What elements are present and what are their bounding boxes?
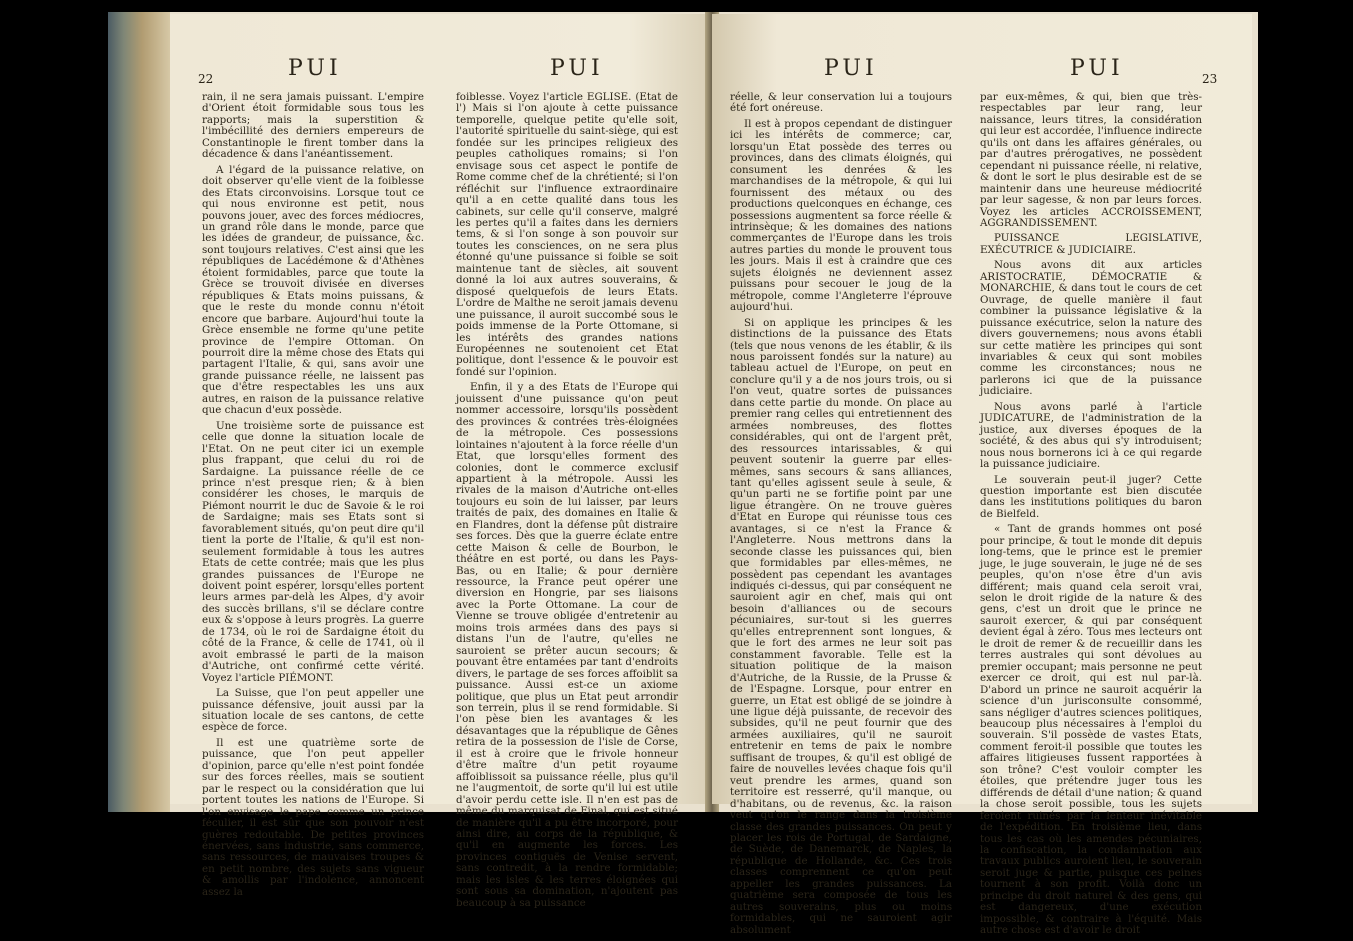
paragraph: Le souverain peut-il juger? Cette question importante est bien discutée dans les institutions politiques du baron de Bielfeld. (980, 473, 1202, 520)
running-head: PUI (1070, 56, 1124, 81)
text-column-1 (202, 92, 424, 902)
paragraph: Nous avons parlé à l'article JUDICATURE, de l'administration de la justice, aux diverses époques de la société, & des abus qui s'y introduisent; nous nous bornerons ici à ce qui regarde la puissance judiciaire. (980, 400, 1202, 471)
quotation: « Tant de grands hommes ont posé pour principe, & tout le monde dit depuis long-tems, que le prince est le premier juge, le juge souverain, le juge né de ses peuples, qu'on n'ose être d'un avis différent; mais quand cela seroit vrai, selon le droit rigide de la nature & des gens, c'est un droit que le prince ne sauroit exercer, & qui par conséquent devient égal à zéro. Tous mes lecteurs ont le droit de remer & de recueillir dans les terres australes qui sont dévolues au premier occupant; mais personne ne peut exercer ce droit, qui est nul par-là. D'abord un prince ne sauroit acquérir la science d'un jurisconsulte consommé, sans négliger d'autres sciences politiques, beaucoup plus nécessaires à l'emploi du souverain. S'il possède de vastes Etats, comment feroit-il possible que toutes les affaires litigieuses fussent rapportées à son trône? C'est vouloir compter les étoiles, que prétendre juger tous les différends de détail d'une nation; & quand la chose seroit possible, tous les sujets feroient ruinés par la lenteur inévitable de l'expédition. En troisième lieu, dans tous les cas où les amendes pécuniaires, la confiscation, la condamnation aux travaux publics auroient lieu, le souverain seroit juge & partie, puisque ces peines tournent à son profit. Voilà donc un principe du droit naturel & des gens, qui est dangereux, d'une exécution impossible, & contraire à l'équité. Mais autre chose est d'avoir le droit (980, 523, 1202, 937)
text-column-1 (730, 92, 952, 940)
paragraph: foiblesse. Voyez l'article EGLISE. (Etat de l') Mais si l'on ajoute à cette puissance temporelle, quelque petite qu'elle soit, l'autorité spirituelle du saint-siège, qui est fondée sur les principes religieux des peuples catholiques romains; si l'on envisage sous cet aspect le pontife de Rome comme chef de la chrétienté; si l'on réfléchit sur l'influence extraordinaire qu'il a en cette qualité dans tous les cabinets, sur celle qu'il conserve, malgré les pertes qu'il a faites dans les derniers tems, & si l'on songe à son pouvoir sur toutes les consciences, on ne sera plus étonné qu'une puissance si foible se soit maintenue tant de siècles, ait souvent donné la loi aux autres souverains, & disposé quelquefois de leurs Etats. L'ordre de Malthe ne seroit jamais devenu une puissance, il auroit succombé sous le poids immense de la Porte Ottomane, si les intérêts des grandes nations Européennes ne soutenoient cet Etat politique, dont l'essence & le pouvoir est fondé sur l'opinion. (456, 91, 678, 378)
paragraph: réelle, & leur conservation lui a toujours été fort onéreuse. (730, 91, 952, 115)
running-head: PUI (288, 56, 342, 81)
text-column-2 (980, 92, 1202, 941)
paragraph: Si on applique les principes & les distinctions de la puissance des Etats (tels que nous venons de les établir, & ils nous paroissent fondés sur la nature) au tableau actuel de l'Europe, on peut en conclure qu'il y a de nos jours trois, ou si l'on veut, quatre sortes de puissances dans cette partie du monde. On place au premier rang celles qui entretiennent des armées nombreuses, des flottes considérables, qui ont de l'argent prêt, des ressources intarissables, & qui peuvent soutenir la guerre par elles-mêmes, sans secours & sans alliances, tant qu'elles agissent seule à seule, & qu'un parti ne se fortifie point par une ligue étrangère. On ne trouve guères d'Etat en Europe qui réunisse tous ces avantages, si ce n'est la France & l'Angleterre. Nous mettrons dans la seconde classe les puissances qui, bien que formidables par elles-mêmes, ne possèdent pas cependant les avantages indiqués ci-dessus, qui par conséquent ne sauroient agir en chef, mais qui ont besoin d'alliances ou de secours pécuniaires, sur-tout si les guerres qu'elles entreprennent sont longues, & que le fort des armes ne leur soit pas constamment favorable. Telle est la situation politique de la maison d'Autriche, de la Russie, de la Prusse & de l'Espagne. Lorsque, pour entrer en guerre, un Etat est obligé de se joindre à une ligue déjà puissante, de recevoir des subsides, qu'il ne peut fournir que des armées auxiliaires, qu'il ne sauroit entretenir en tems de paix le nombre suffisant de troupes, & qu'il est obligé de faire de nouvelles levées chaque fois qu'il veut prendre les armes, quand son territoire est resserré, qu'il manque, ou d'habitans, ou de revenus, &c. la raison veut qu'on le range dans la troisième classe des grandes puissances. On peut y placer les rois de Portugal, de Sardaigne, de Suède, de Danemarck, de Naples, la république de Hollande, &c. Ces trois classes comprennent ce qu'on peut appeller les grandes puissances. La quatrième sera composée de tous les autres souverains, plus ou moins formidables, qui ne sauroient agir absolument (730, 316, 952, 936)
paragraph: A l'égard de la puissance relative, on doit observer qu'elle vient de la foiblesse des Etats circonvoisins. Lorsque tout ce qui nous environne est petit, nous pouvons jouer, avec des forces médiocres, un grand rôle dans le monde, parce que les idées de grandeur, de puissance, &c. sont toujours relatives. C'est ainsi que les républiques de Lacédémone & d'Athènes étoient formidables, parce que toute la Grèce se trouvoit divisée en diverses républiques & Etats moins puissans, & que le reste du monde connu n'étoit encore que barbare. Aujourd'hui toute la Grèce ensemble ne forme qu'une petite province de l'empire Ottoman. On pourroit dire la même chose des Etats qui partagent l'Italie, & qui, sans avoir une grande puissance réelle, ne laissent pas que d'être respectables les uns aux autres, en raison de la puissance relative que chacun d'eux possède. (202, 163, 424, 417)
paragraph: Il est une quatrième sorte de puissance, que l'on peut appeller d'opinion, parce qu'elle n'est point fondée sur des forces réelles, mais se soutient par le respect ou la considération que lui portent toutes les nations de l'Europe. Si l'on envisage le pape comme un prince féculier, il est sûr que son pouvoir n'est guères redoutable. De petites provinces énervées, sans industrie, sans commerce, sans ressources, de mauvaises troupes & en petit nombre, des sujets sans vigueur & amollis par l'indolence, annoncent assez la (202, 736, 424, 898)
text-column-2 (456, 92, 678, 913)
paragraph: Une troisième sorte de puissance est celle que donne la situation locale de l'Etat. On ne peut citer ici un exemple plus frappant, que celui du roi de Sardaigne. La puissance réelle de ce prince n'est presque rien; & à bien considérer les choses, le marquis de Piémont nourrit le duc de Savoie & le roi de Sardaigne; mais ses Etats sont si favorablement situés, qu'on peut dire qu'il tient la porte de l'Italie, & qu'il est non-seulement formidable à tous les autres Etats de cette contrée; mais que les plus grandes puissances de l'Europe ne doivent point espérer, lorsqu'elles portent leurs armes par-delà les Alpes, d'y avoir des succès brillans, s'il se déclare contre eux & s'oppose à leurs progrès. La guerre de 1734, où le roi de Sardaigne étoit du côté de la France, & celle de 1741, où il avoit embrassé le parti de la maison d'Autriche, ont confirmé cette vérité. Voyez l'article PIÉMONT. (202, 419, 424, 684)
right-page-header (712, 56, 1252, 90)
left-page-header (170, 56, 710, 90)
paragraph: Il est à propos cependant de distinguer ici les intérêts de commerce; car, lorsqu'un Etat possède des terres ou provinces, dans des climats éloignés, qui consument les denrées & les marchandises de la métropole, & qui lui fournissent des métaux ou des productions quelconques en échange, ces possessions augmentent sa force réelle & intrinsèque; & les domaines des nations commerçantes de l'Europe dans les trois autres parties du monde le prouvent tous les jours. Mais il est à craindre que ces sujets éloignés ne deviennent assez puissans pour secouer le joug de la métropole, comme l'Angleterre l'éprouve aujourd'hui. (730, 117, 952, 314)
paragraph: par eux-mêmes, & qui, bien que très-respectables par leur rang, leur naissance, leurs titres, la considération qui leur est accordée, l'influence indirecte qu'ils ont dans les affaires générales, ou par d'autres prérogatives, ne possèdent cependant ni puissance réelle, ni relative, & dont le sort le plus desirable est de se maintenir dans une heureuse médiocrité par leur sagesse, & non par leurs forces. Voyez les articles ACCROISSEMENT, AGGRANDISSEMENT. (980, 91, 1202, 229)
paragraph: La Suisse, que l'on peut appeller une puissance défensive, jouit aussi par la situation locale de ses cantons, de cette espèce de force. (202, 687, 424, 734)
paragraph: Nous avons dit aux articles ARISTOCRATIE, DÉMOCRATIE & MONARCHIE, & dans tout le cours de cet Ouvrage, de quelle manière il faut combiner la puissance législative & la puissance exécutrice, selon la nature des divers gouvernemens; nous avons établi sur cette matière les principes qui sont invariables & ceux qui sont mobiles comme les circonstances; nous ne parlerons ici que de la puissance judiciaire. (980, 259, 1202, 398)
paragraph: Enfin, il y a des Etats de l'Europe qui jouissent d'une puissance qu'on peut nommer accessoire, lorsqu'ils possèdent des provinces & contrées très-éloignées de la métropole. Ces possessions lointaines n'ajoutent à la force réelle d'un Etat, que lorsqu'elles forment des colonies, dont le commerce exclusif appartient à la métropole. Aussi les rivales de la maison d'Autriche ont-elles toujours eu soin de lui laisser, par leurs traités de paix, des domaines en Italie & en Flandres, dont la défense pût distraire ses forces. Dès que la guerre éclate entre cette Maison & celle de Bourbon, le théâtre en est porté, ou dans les Pays-Bas, ou en Italie; & pour dernière ressource, la France peut opérer une diversion en Hongrie, par ses liaisons avec la Porte Ottomane. La cour de Vienne se trouve obligée d'entretenir au moins trois armées dans des pays si distans l'un de l'autre, qu'elles ne sauroient se prêter aucun secours; & pouvant être entamées par tant d'endroits divers, le partage de ses forces affoiblit sa puissance. Aussi est-ce un axiome politique, que plus un Etat peut arrondir son terrein, plus il se rend formidable. Si l'on pèse bien les avantages & les désavantages que la république de Gênes retira de la possession de l'isle de Corse, il est à croire que le frivole honneur d'être maître d'un petit royaume affoiblissoit sa puissance réelle, plus qu'il ne l'augmentoit, de sorte qu'il lui est utile d'avoir perdu cette isle. Il n'en est pas de même du marquisat de Final, qui est situé de manière qu'il a pu être incorporé, pour ainsi dire, au corps de la république, & qu'il en augmente les forces. Les provinces contiguës de Venise servent, sans contredit, à la rendre formidable; mais les isles & les terres éloignées qui sont sous sa domination, n'ajoutent pas beaucoup à sa puissance (456, 381, 678, 909)
right-page (712, 14, 1252, 937)
page-number: 22 (198, 72, 214, 86)
running-head: PUI (824, 56, 878, 81)
left-page (170, 14, 710, 909)
section-heading: PUISSANCE LEGISLATIVE, EXÉCUTRICE & JUDICIAIRE. (980, 232, 1202, 256)
book-edge-stack (108, 12, 170, 812)
paragraph: rain, il ne sera jamais puissant. L'empire d'Orient étoit formidable sous tous les rapports; mais la superstition & l'imbécillité des derniers empereurs de Constantinople le firent tomber dans la décadence & dans l'anéantissement. (202, 91, 424, 161)
running-head: PUI (550, 56, 604, 81)
page-number: 23 (1202, 72, 1218, 86)
